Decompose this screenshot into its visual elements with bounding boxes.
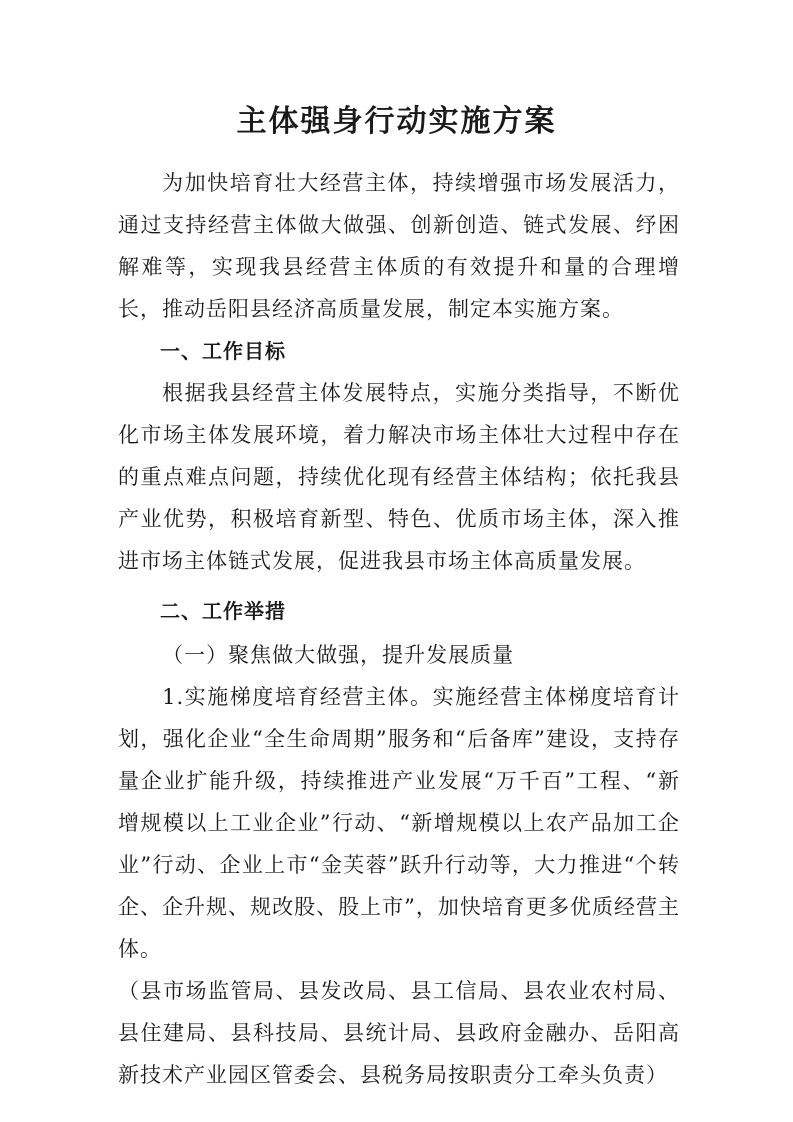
section-heading-work-measures: 二、工作举措 xyxy=(160,599,286,623)
document-body xyxy=(118,162,680,1096)
section-heading-work-goals: 一、工作目标 xyxy=(160,339,286,363)
measure-item-1: 1.实施梯度培育经营主体。实施经营主体梯度培育计划，强化企业“全生命周期”服务和“后备库”建设，支持存量企业扩能升级，持续推进产业发展“万千百”工程、“新增规模以上工业企业”行动、“新增规模以上农产品加工企业”行动、企业上市“金芙蓉”跃升行动等，大力推进“个转企、企升规、规改股、股上市”，加快培育更多优质经营主体。 xyxy=(118,685,680,961)
subsection-heading: （一）聚焦做大做强，提升发展质量 xyxy=(162,643,515,667)
section-paragraph-work-goals: 根据我县经营主体发展特点，实施分类指导，不断优化市场主体发展环境，着力解决市场主体壮大过程中存在的重点难点问题，持续优化现有经营主体结构；依托我县产业优势，积极培育新型、特色、优质市场主体，深入推进市场主体链式发展，促进我县市场主体高质量发展。 xyxy=(118,381,680,573)
intro-paragraph: 为加快培育壮大经营主体，持续增强市场发展活力，通过支持经营主体做大做强、创新创造、链式发展、纾困解难等，实现我县经营主体质的有效提升和量的合理增长，推动岳阳县经济高质量发展，制定本实施方案。 xyxy=(118,171,680,321)
measure-item-1-responsibility: （县市场监管局、县发改局、县工信局、县农业农村局、县住建局、县科技局、县统计局、县政府金融办、岳阳高新技术产业园区管委会、县税务局按职责分工牵头负责） xyxy=(118,979,680,1087)
document-title: 主体强身行动实施方案 xyxy=(236,104,557,139)
